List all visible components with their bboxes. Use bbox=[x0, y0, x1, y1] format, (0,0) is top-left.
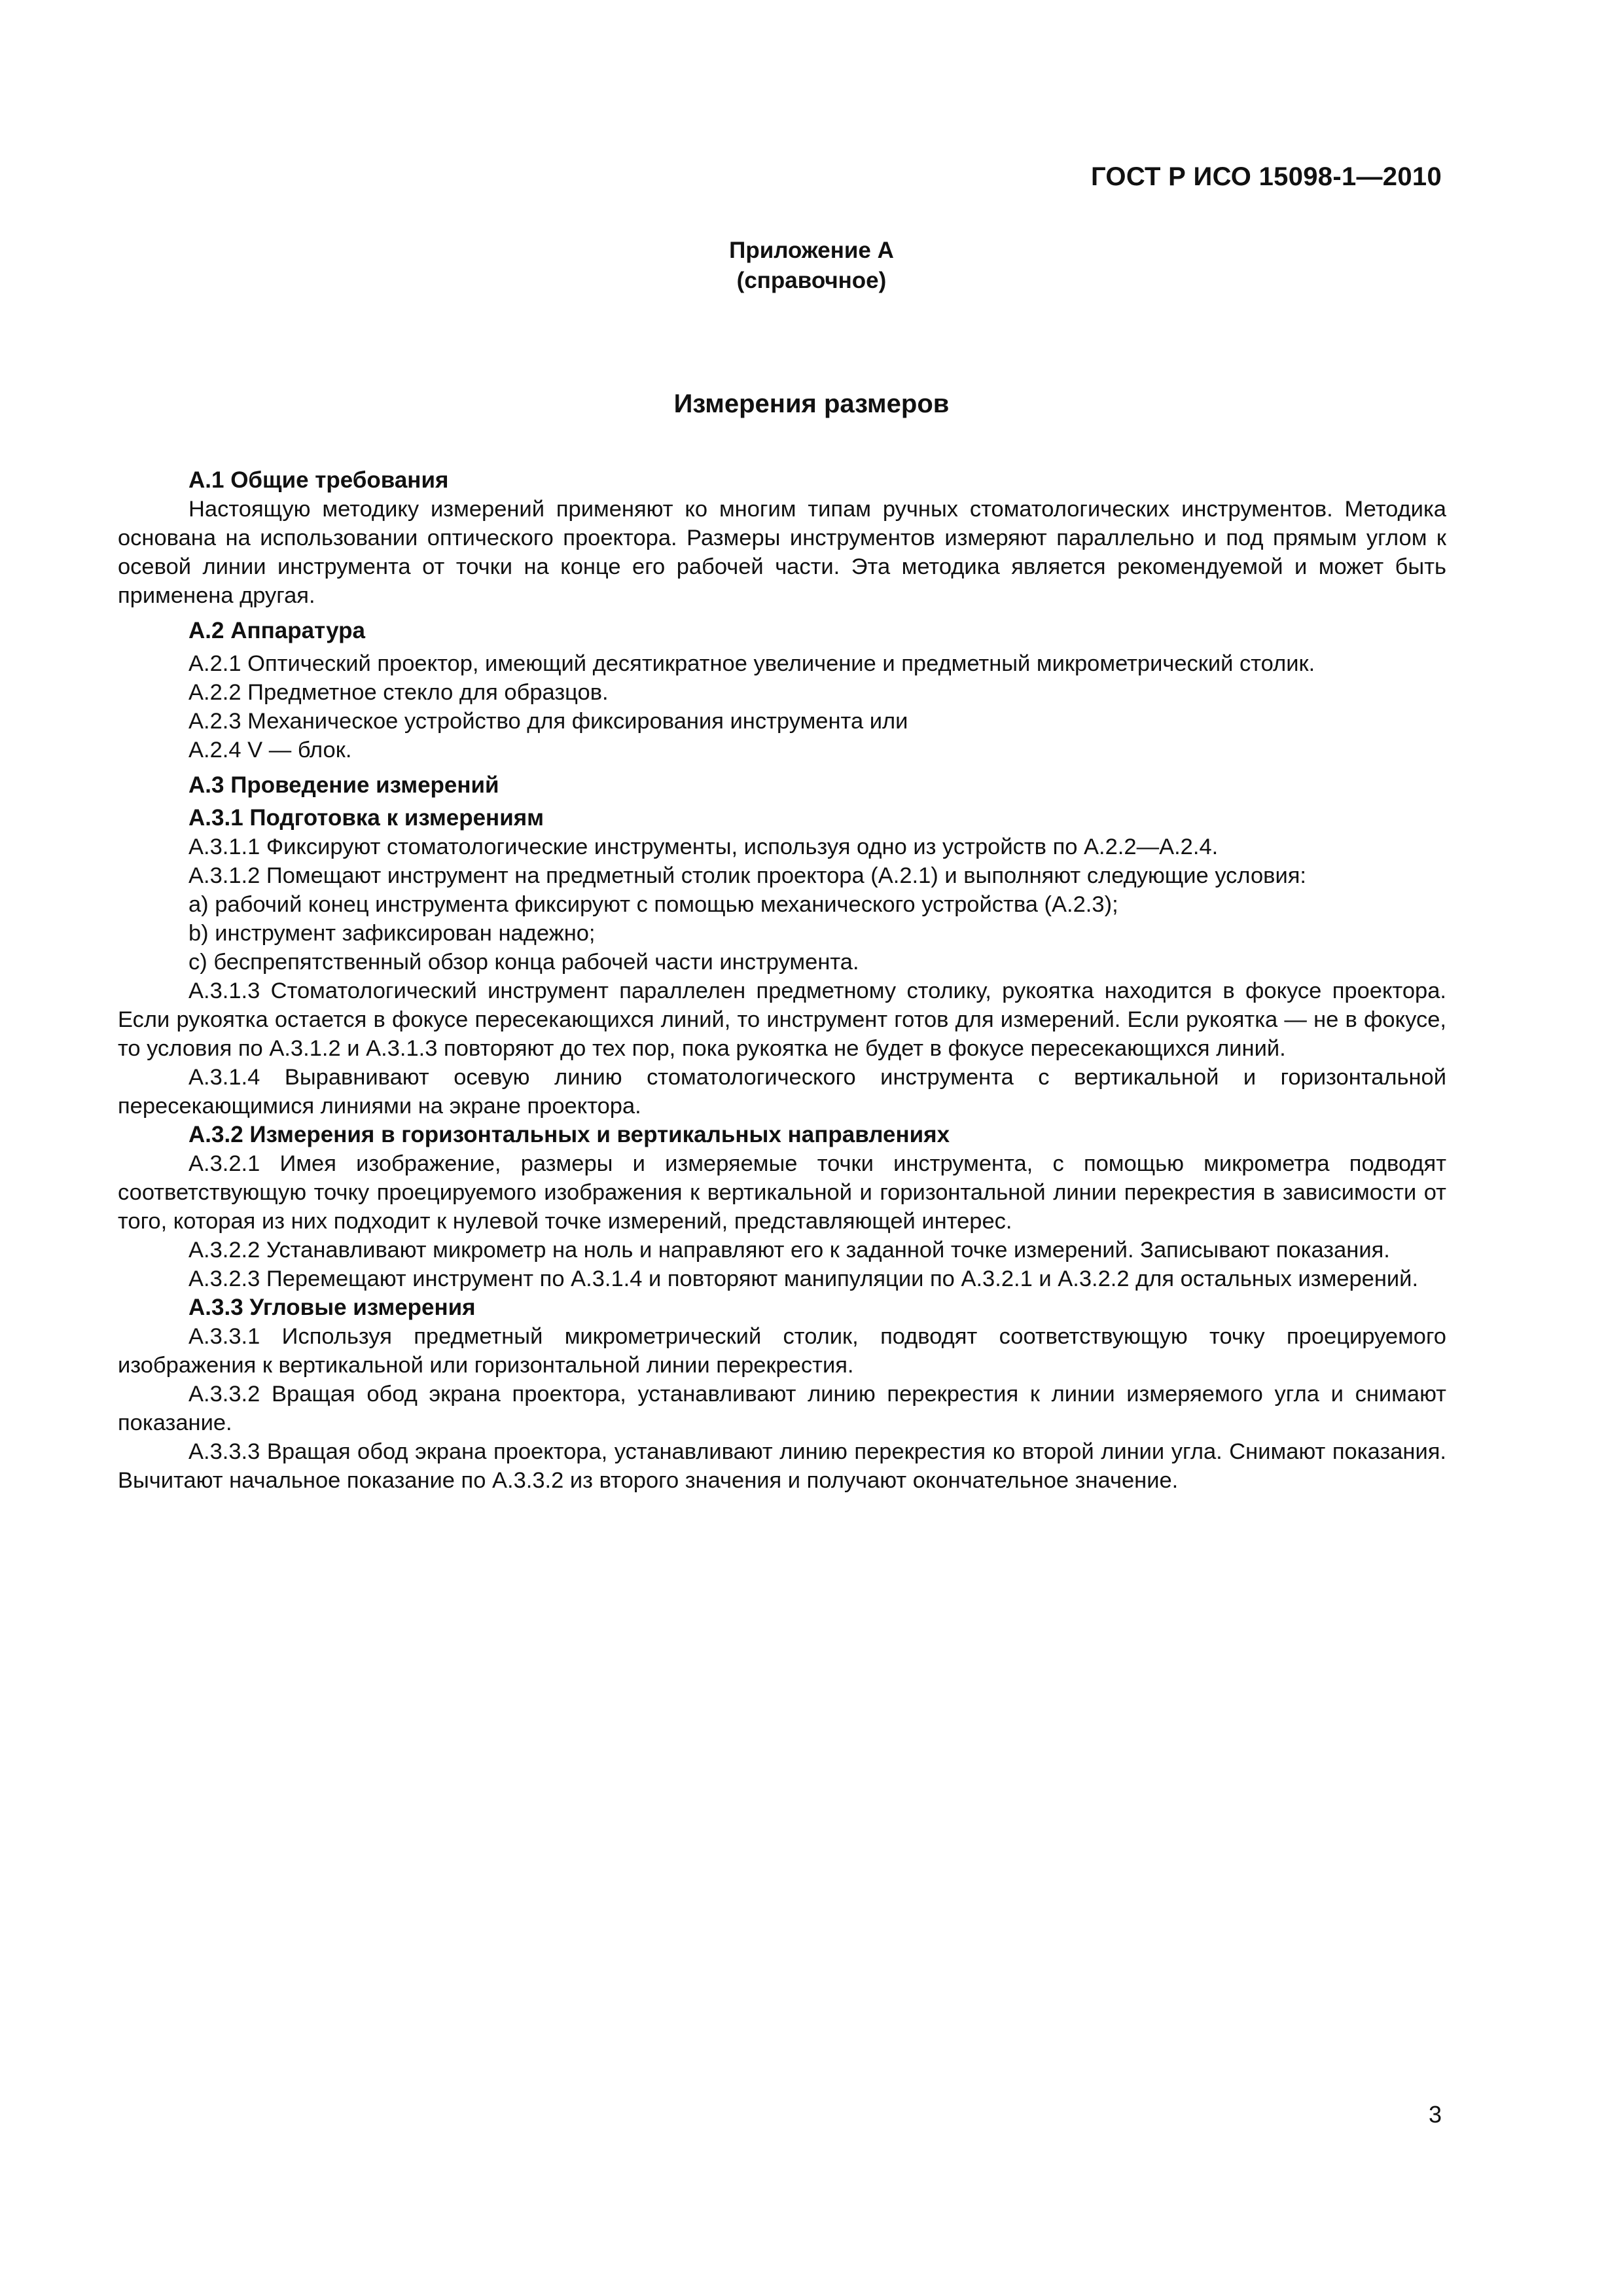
apparatus-item: А.2.3 Механическое устройство для фиксирования инструмента или bbox=[188, 709, 908, 734]
section-a33-heading: А.3.3 Угловые измерения bbox=[188, 1295, 476, 1320]
condition-item: а) рабочий конец инструмента фиксируют с помощью механического устройства (А.2.3); bbox=[188, 892, 1118, 917]
clause-a311: А.3.1.1 Фиксируют стоматологические инструменты, используя одно из устройств по А.2.2—А.2.4. bbox=[188, 834, 1219, 859]
section-a3-heading: А.3 Проведение измерений bbox=[188, 772, 499, 798]
section-a1-paragraph: Настоящую методику измерений применяют ко многим типам ручных стоматологических инструментов. Методика основана на использовании оптического проектора. Размеры инструментов измеряют параллельно и под прямым углом к осевой линии инструмента от точки на конце его рабочей части. Эта методика является рекомендуемой и может быть применена другая. bbox=[118, 497, 1446, 608]
clause-a314: А.3.1.4 Выравнивают осевую линию стоматологического инструмента с вертикальной и горизонтальной пересекающимися линиями на экране проектора. bbox=[118, 1065, 1446, 1119]
standard-code: ГОСТ Р ИСО 15098-1—2010 bbox=[1090, 162, 1442, 191]
section-a2-heading: А.2 Аппаратура bbox=[188, 618, 365, 643]
clause-a313: А.3.1.3 Стоматологический инструмент параллелен предметному столику, рукоятка находится в фокусе проектора. Если рукоятка остается в фокусе пересекающихся линий, то инструмент готов для измерений. Если рукоятка — не в фокусе, то условия по А.3.1.2 и А.3.1.3 повторяют до тех пор, пока рукоятка не будет в фокусе пересекающихся линий. bbox=[118, 978, 1446, 1061]
apparatus-item: А.2.4 V — блок. bbox=[188, 738, 352, 762]
appendix-label: Приложение А bbox=[729, 238, 894, 263]
section-a32-heading: А.3.2 Измерения в горизонтальных и вертикальных направлениях bbox=[188, 1122, 950, 1147]
appendix-header bbox=[0, 236, 1623, 296]
section-a31-heading: А.3.1 Подготовка к измерениям bbox=[188, 805, 544, 831]
condition-item: с) беспрепятственный обзор конца рабочей части инструмента. bbox=[188, 950, 859, 975]
clause-a333: А.3.3.3 Вращая обод экрана проектора, устанавливают линию перекрестия ко второй линии угла. Снимают показания. Вычитают начальное показание по А.3.3.2 из второго значения и получают окончательное значение. bbox=[118, 1439, 1446, 1493]
apparatus-item: А.2.1 Оптический проектор, имеющий десятикратное увеличение и предметный микрометрический столик. bbox=[188, 651, 1315, 676]
appendix-title: Измерения размеров bbox=[673, 389, 950, 418]
page-number: 3 bbox=[1428, 2101, 1442, 2128]
clause-a321: А.3.2.1 Имея изображение, размеры и измеряемые точки инструмента, с помощью микрометра подводят соответствующую точку проецируемого изображения к вертикальной и горизонтальной линии перекрестия в зависимости от того, которая из них подходит к нулевой точке измерений, представляющей интерес. bbox=[118, 1151, 1446, 1234]
document-body bbox=[118, 466, 1446, 1495]
apparatus-list bbox=[118, 649, 1446, 764]
clause-a312: А.3.1.2 Помещают инструмент на предметный столик проектора (А.2.1) и выполняют следующие условия: bbox=[188, 863, 1307, 888]
appendix-type: (справочное) bbox=[736, 268, 887, 293]
clause-a332: А.3.3.2 Вращая обод экрана проектора, устанавливают линию перекрестия к линии измеряемого угла и снимают показание. bbox=[118, 1382, 1446, 1435]
clause-a322: А.3.2.2 Устанавливают микрометр на ноль и направляют его к заданной точке измерений. Записывают показания. bbox=[188, 1238, 1390, 1263]
clause-a331: А.3.3.1 Используя предметный микрометрический столик, подводят соответствующую точку проецируемого изображения к вертикальной или горизонтальной линии перекрестия. bbox=[118, 1324, 1446, 1378]
apparatus-item: А.2.2 Предметное стекло для образцов. bbox=[188, 680, 609, 705]
condition-item: b) инструмент зафиксирован надежно; bbox=[188, 921, 596, 946]
section-a1-heading: А.1 Общие требования bbox=[188, 467, 449, 493]
clause-a323: А.3.2.3 Перемещают инструмент по А.3.1.4 и повторяют манипуляции по А.3.2.1 и А.3.2.2 для остальных измерений. bbox=[188, 1266, 1419, 1291]
